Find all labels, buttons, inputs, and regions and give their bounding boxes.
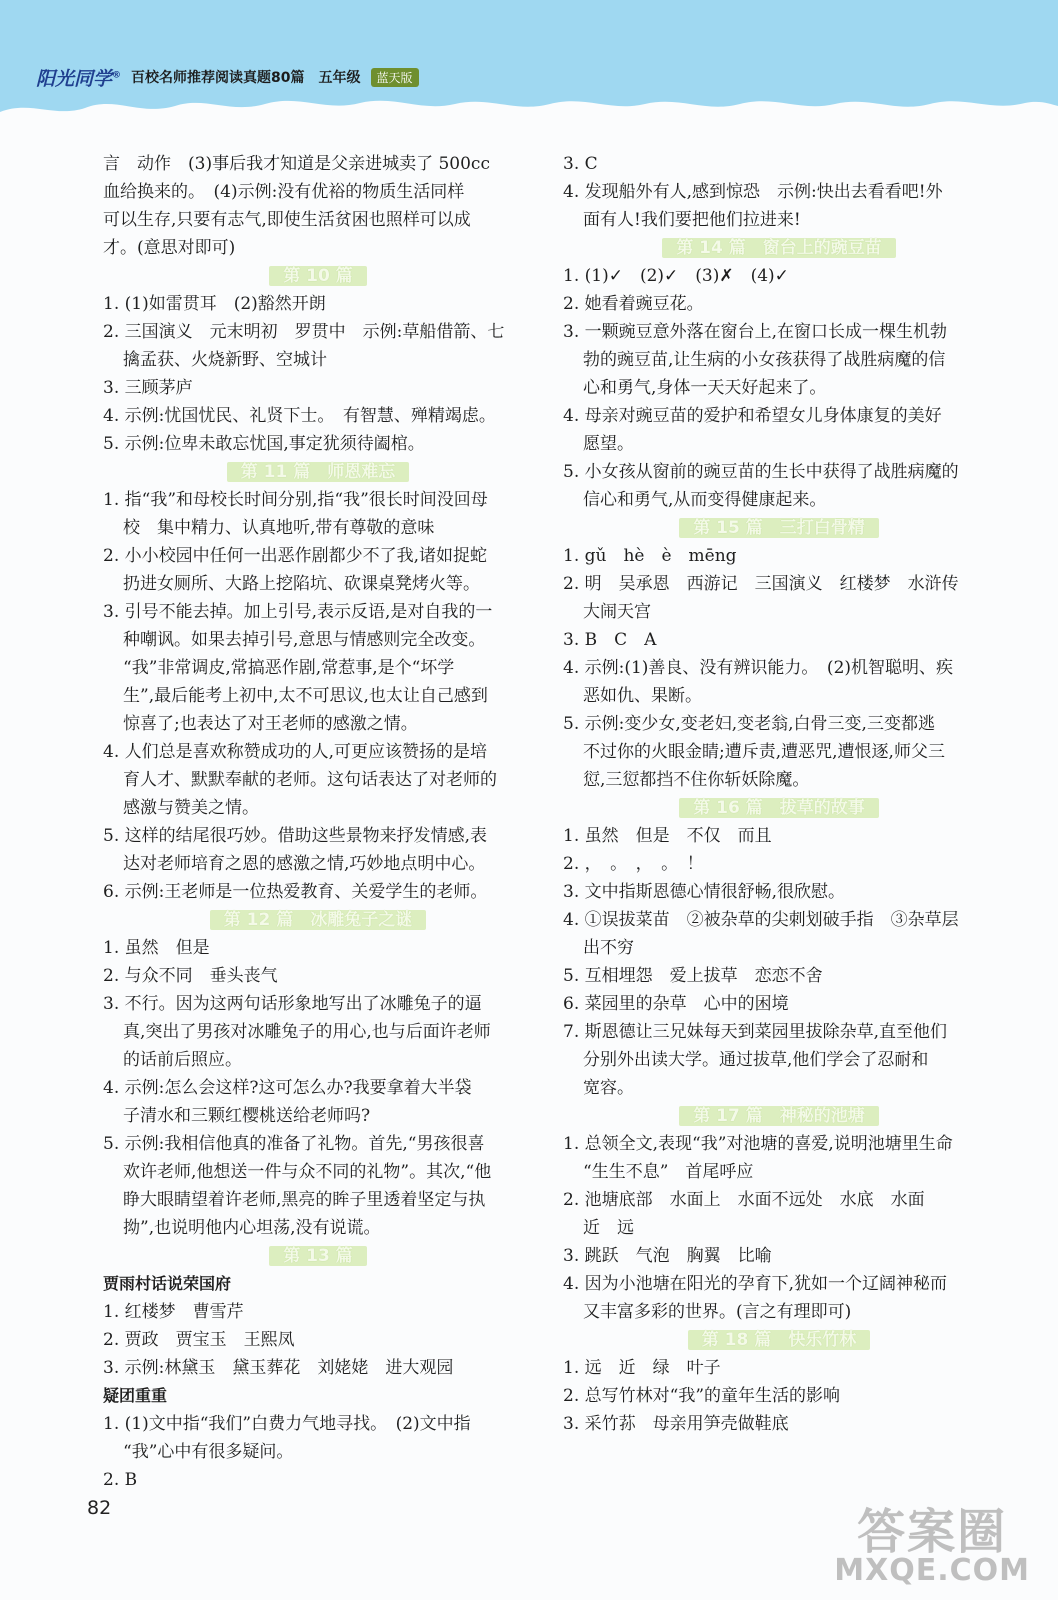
answer-line: 3. 三顾茅庐 xyxy=(103,378,193,398)
section-heading-label: 第 12 篇 冰雕兔子之谜 xyxy=(210,910,427,930)
answer-line: 宽容。 xyxy=(583,1078,634,1098)
section-heading xyxy=(563,1326,995,1354)
series-title: 百校名师推荐阅读真题80篇 xyxy=(131,70,305,86)
answer-line: 1. 虽然 但是 不仅 而且 xyxy=(563,826,772,846)
answer-line: 又丰富多彩的世界。(言之有理即可) xyxy=(583,1302,852,1322)
answer-line: 4. 示例:怎么会这样?这可怎么办?我要拿着大半袋 xyxy=(103,1078,472,1098)
subsection-title: 贾雨村话说荣国府 xyxy=(103,1274,232,1293)
answer-line: 3. 跳跃 气泡 胸翼 比喻 xyxy=(563,1246,772,1266)
answer-line: 3. 文中指斯恩德心情很舒畅,很欣慰。 xyxy=(563,882,846,902)
edition-badge: 蓝天版 xyxy=(371,68,419,87)
answer-line: 惊喜了;也表达了对王老师的感激之情。 xyxy=(123,714,418,734)
section-heading-label: 第 15 篇 三打白骨精 xyxy=(679,518,879,538)
answer-line: 3. 一颗豌豆意外落在窗台上,在窗口长成一棵生机勃 xyxy=(563,322,948,342)
answer-line: 3. 采竹荪 母亲用笋壳做鞋底 xyxy=(563,1414,789,1434)
answer-line: 1. 总领全文,表现“我”对池塘的喜爱,说明池塘里生命 xyxy=(563,1134,953,1154)
answer-line: 1. (1)文中指“我们”白费力气地寻找。 (2)文中指 xyxy=(103,1414,471,1434)
answer-line: 擒孟获、火烧新野、空城计 xyxy=(123,350,327,370)
answer-line: 2. 贾政 贾宝玉 王熙凤 xyxy=(103,1330,295,1350)
answer-line: 3. 不行。因为这两句话形象地写出了冰雕兔子的逼 xyxy=(103,994,482,1014)
section-heading-label: 第 11 篇 师恩难忘 xyxy=(227,462,410,482)
answer-line: 1. 虽然 但是 xyxy=(103,938,210,958)
answer-line: 大闹天宫 xyxy=(583,602,651,622)
answer-line: 5. 示例:位卑未敢忘忧国,事定犹须待阖棺。 xyxy=(103,434,425,454)
subsection-title: 疑团重重 xyxy=(103,1386,168,1405)
section-heading xyxy=(563,234,995,262)
answer-line: 4. 示例:忧国忧民、礼贤下士。 有智慧、殚精竭虑。 xyxy=(103,406,496,426)
answer-line: 1. 红楼梦 曹雪芹 xyxy=(103,1302,244,1322)
answer-line: 1. 指“我”和母校长时间分别,指“我”很长时间没回母 xyxy=(103,490,488,510)
answer-line: 可以生存,只要有志气,即使生活贫困也照样可以成 xyxy=(103,210,471,230)
answer-line: 2. ， 。 ， 。 ！ xyxy=(563,854,704,874)
answer-line: 5. 示例:我相信他真的准备了礼物。首先,“男孩很喜 xyxy=(103,1134,485,1154)
answer-column-right xyxy=(563,150,995,1438)
section-heading xyxy=(103,906,533,934)
answer-line: 3. C xyxy=(563,154,598,174)
site-watermark xyxy=(834,1504,1030,1588)
section-heading-label: 第 17 篇 神秘的池塘 xyxy=(679,1106,879,1126)
answer-line: 2. 三国演义 元末明初 罗贯中 示例:草船借箭、七 xyxy=(103,322,505,342)
answer-line: 2. 明 吴承恩 西游记 三国演义 红楼梦 水浒传 xyxy=(563,574,959,594)
answer-line: 不过你的火眼金睛;遭斥责,遭恶咒,遭恨逐,师父三 xyxy=(583,742,945,762)
answer-line: 5. 小女孩从窗前的豌豆苗的生长中获得了战胜病魔的 xyxy=(563,462,959,482)
answer-line: 生”,最后能考上初中,太不可思议,也太让自己感到 xyxy=(123,686,488,706)
answer-line: 2. 池塘底部 水面上 水面不远处 水底 水面 xyxy=(563,1190,925,1210)
answer-line: 子清水和三颗红樱桃送给老师吗? xyxy=(123,1106,371,1126)
answer-line: 出不穷 xyxy=(583,938,634,958)
answer-line: 欢许老师,他想送一件与众不同的礼物”。其次,“他 xyxy=(123,1162,492,1182)
answer-line: 3. 示例:林黛玉 黛玉葬花 刘姥姥 进大观园 xyxy=(103,1358,454,1378)
brand-logo: 阳光同学® xyxy=(36,67,122,90)
answer-line: 2. 小小校园中任何一出恶作剧都少不了我,诸如捉蛇 xyxy=(103,546,488,566)
answer-line: 扔进女厕所、大路上挖陷坑、砍课桌凳烤火等。 xyxy=(123,574,480,594)
answer-line: 才。(意思对即可) xyxy=(103,238,236,258)
answer-line: 2. 总写竹林对“我”的童年生活的影响 xyxy=(563,1386,841,1406)
answer-line: 言 动作 (3)事后我才知道是父亲进城卖了 500cc xyxy=(103,154,490,174)
section-heading-label: 第 13 篇 xyxy=(269,1246,367,1266)
answer-line: 分别外出读大学。通过拔草,他们学会了忍耐和 xyxy=(583,1050,929,1070)
answer-line: 5. 这样的结尾很巧妙。借助这些景物来抒发情感,表 xyxy=(103,826,488,846)
section-heading-label: 第 10 篇 xyxy=(269,266,367,286)
watermark-logo: 答案圈 xyxy=(857,1504,1008,1560)
answer-line: 的话前后照应。 xyxy=(123,1050,242,1070)
answer-line: 4. 示例:(1)善良、没有辨识能力。 (2)机智聪明、疾 xyxy=(563,658,954,678)
answer-line: 信心和勇气,从而变得健康起来。 xyxy=(583,490,827,510)
answer-line: 育人才、默默奉献的老师。这句话表达了对老师的 xyxy=(123,770,497,790)
answer-line: 拗”,也说明他内心坦荡,没有说谎。 xyxy=(123,1218,381,1238)
section-heading-label: 第 16 篇 拔草的故事 xyxy=(679,798,879,818)
answer-line: 7. 斯恩德让三兄妹每天到菜园里拔除杂草,直至他们 xyxy=(563,1022,948,1042)
section-heading-label: 第 14 篇 窗台上的豌豆苗 xyxy=(662,238,896,258)
grade-label: 五年级 xyxy=(318,70,361,86)
answer-line: 2. 与众不同 垂头丧气 xyxy=(103,966,278,986)
answer-line: 4. 人们总是喜欢称赞成功的人,可更应该赞扬的是培 xyxy=(103,742,488,762)
answer-line: 4. ①误拔菜苗 ②被杂草的尖刺划破手指 ③杂草层 xyxy=(563,910,959,930)
answer-line: 6. 示例:王老师是一位热爱教育、关爱学生的老师。 xyxy=(103,882,488,902)
section-heading xyxy=(103,458,533,486)
answer-line: 近 远 xyxy=(583,1218,634,1238)
section-heading-label: 第 18 篇 快乐竹林 xyxy=(688,1330,871,1350)
answer-line: 4. 因为小池塘在阳光的孕育下,犹如一个辽阔神秘而 xyxy=(563,1274,948,1294)
answer-line: 血给换来的。 (4)示例:没有优裕的物质生活同样 xyxy=(103,182,465,202)
answer-line: 6. 菜园里的杂草 心中的困境 xyxy=(563,994,789,1014)
answer-line: 1. (1)✓ (2)✓ (3)✗ (4)✓ xyxy=(563,266,789,286)
answer-line: 1. (1)如雷贯耳 (2)豁然开朗 xyxy=(103,294,326,314)
answer-line: 校 集中精力、认真地听,带有尊敬的意味 xyxy=(123,518,435,538)
answer-line: 真,突出了男孩对冰雕兔子的用心,也与后面许老师 xyxy=(123,1022,491,1042)
answer-line: 1. gǔ hè è mēng xyxy=(563,546,737,566)
answer-line: 种嘲讽。如果去掉引号,意思与情感则完全改变。 xyxy=(123,630,486,650)
section-heading xyxy=(103,262,533,290)
answer-line: 2. B xyxy=(103,1470,138,1490)
answer-line: 4. 母亲对豌豆苗的爱护和希望女儿身体康复的美好 xyxy=(563,406,942,426)
answer-line: 愿望。 xyxy=(583,434,634,454)
answer-line: 勃的豌豆苗,让生病的小女孩获得了战胜病魔的信 xyxy=(583,350,946,370)
section-heading xyxy=(563,1102,995,1130)
page-number: 82 xyxy=(87,1497,112,1519)
watermark-domain: MXQE.COM xyxy=(834,1553,1030,1588)
answer-line: 4. 发现船外有人,感到惊恐 示例:快出去看看吧!外 xyxy=(563,182,943,202)
answer-line: 达对老师培育之恩的感激之情,巧妙地点明中心。 xyxy=(123,854,486,874)
answer-line: 恶如仇、果断。 xyxy=(583,686,702,706)
answer-line: 2. 她看着豌豆花。 xyxy=(563,294,704,314)
answer-line: 3. 引号不能去掉。加上引号,表示反语,是对自我的一 xyxy=(103,602,493,622)
answer-line: 5. 示例:变少女,变老妇,变老翁,白骨三变,三变都逃 xyxy=(563,714,935,734)
answer-line: 3. B C A xyxy=(563,630,657,650)
answer-line: 愆,三愆都挡不住你斩妖除魔。 xyxy=(583,770,810,790)
section-heading xyxy=(563,794,995,822)
answer-line: 5. 互相埋怨 爱上拔草 恋恋不舍 xyxy=(563,966,823,986)
section-heading xyxy=(563,514,995,542)
answer-line: 感激与赞美之情。 xyxy=(123,798,259,818)
answer-line: 1. 远 近 绿 叶子 xyxy=(563,1358,721,1378)
answer-line: “生生不息” 首尾呼应 xyxy=(583,1162,754,1182)
answer-line: “我”心中有很多疑问。 xyxy=(123,1442,294,1462)
answer-column-left xyxy=(103,150,533,1494)
answer-line: 面有人!我们要把他们拉进来! xyxy=(583,210,801,230)
section-heading xyxy=(103,1242,533,1270)
answer-line: “我”非常调皮,常搞恶作剧,常惹事,是个“坏学 xyxy=(123,658,455,678)
answer-line: 心和勇气,身体一天天好起来了。 xyxy=(583,378,827,398)
answer-line: 睁大眼睛望着许老师,黑亮的眸子里透着坚定与执 xyxy=(123,1190,486,1210)
book-header xyxy=(36,62,419,92)
